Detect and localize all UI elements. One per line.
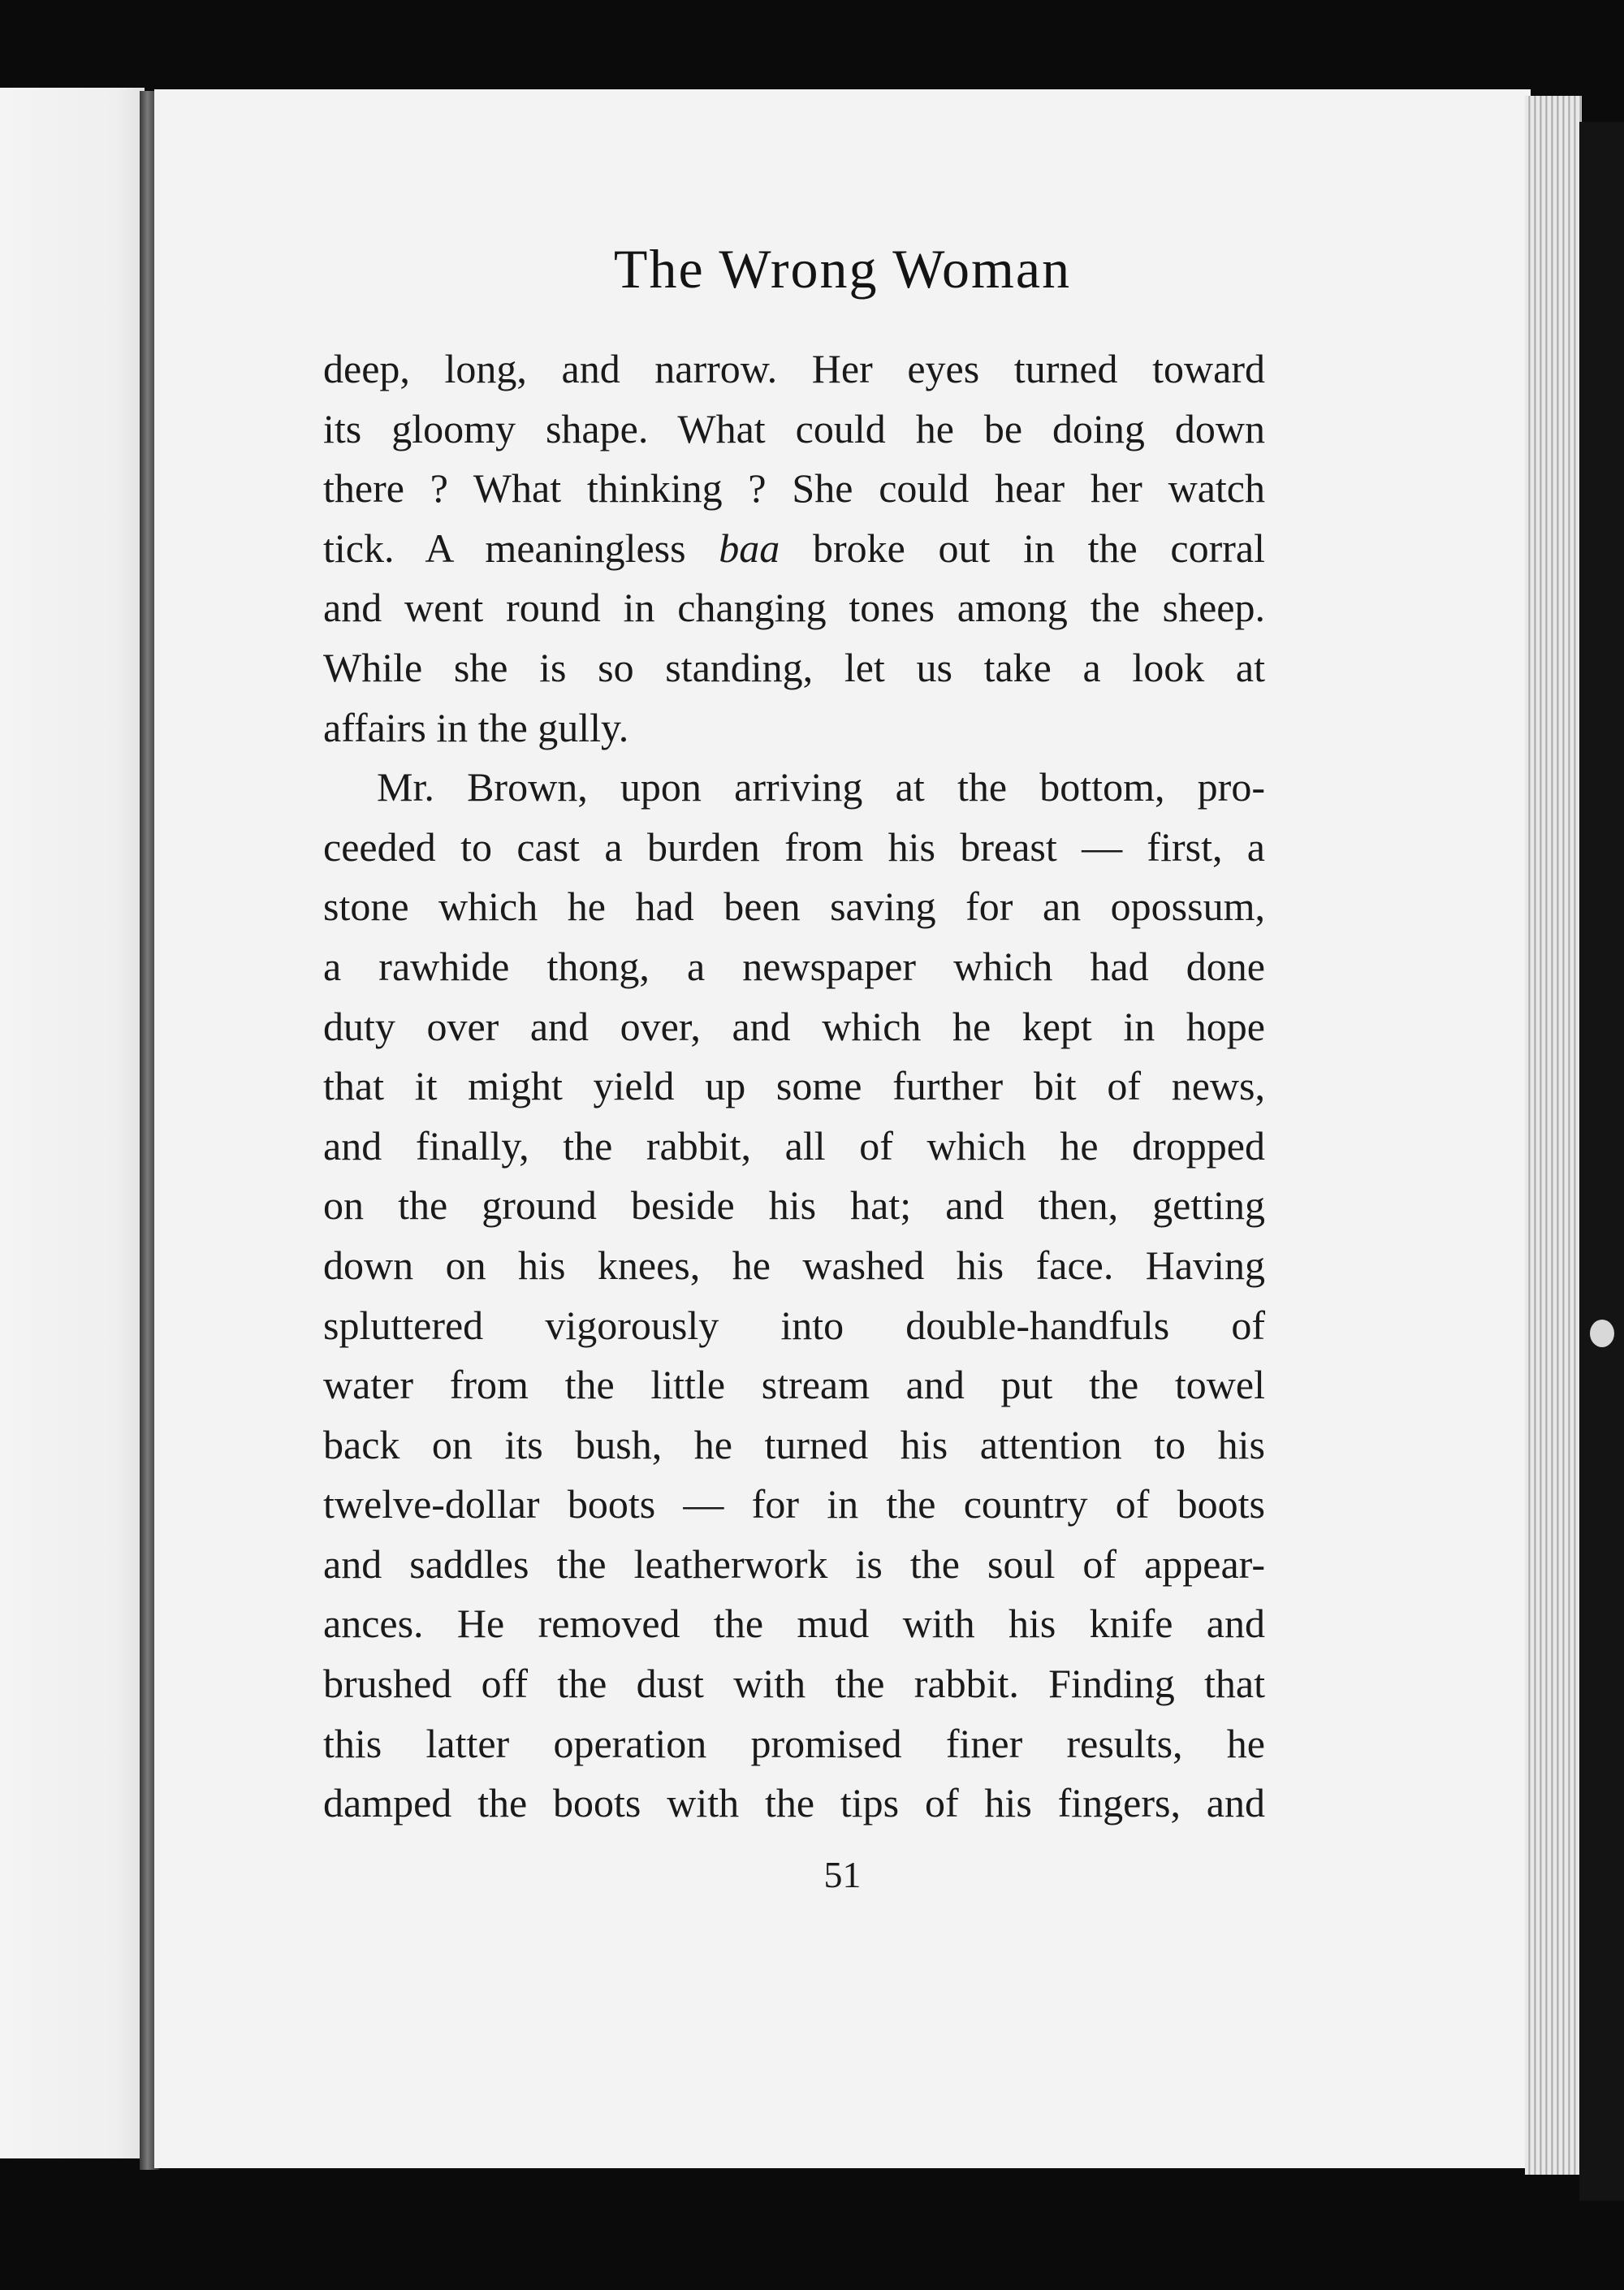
text-line: stone which he had been saving for an opossum, xyxy=(323,884,1265,930)
text-line: that it might yield up some further bit of news, xyxy=(323,1063,1265,1109)
scan-speck xyxy=(1590,1320,1614,1347)
text-line: down on his knees, he washed his face. Having xyxy=(323,1242,1265,1288)
text-line: ceeded to cast a burden from his breast — first, a xyxy=(323,823,1265,870)
text-line: Mr. Brown, upon arriving at the bottom, pro- xyxy=(377,764,1265,810)
text-line: there ? What thinking ? She could hear her watch xyxy=(323,465,1265,512)
text-line: and saddles the leatherwork is the soul of appear- xyxy=(323,1540,1265,1587)
text-line: water from the little stream and put the towel xyxy=(323,1362,1265,1408)
page-number: 51 xyxy=(823,1854,862,1895)
paragraph-2 xyxy=(323,758,1265,1834)
text-line: While she is so standing, let us take a look at xyxy=(323,644,1265,690)
text-line: its gloomy shape. What could he be doing down xyxy=(323,405,1265,452)
text-line: brushed off the dust with the rabbit. Finding that xyxy=(323,1661,1265,1707)
left-page-edge xyxy=(0,88,145,2158)
text-line: and went round in changing tones among the sheep. xyxy=(323,585,1265,631)
text-line: twelve-dollar boots — for in the country of boots xyxy=(323,1481,1265,1527)
text-line: this latter operation promised finer results, he xyxy=(323,1720,1265,1766)
text-line: duty over and over, and which he kept in hope xyxy=(323,1003,1265,1049)
text-line: tick. A meaningless baa broke out in the corral xyxy=(323,525,1266,571)
italic-word: baa xyxy=(719,525,780,571)
text-line: ances. He removed the mud with his knife and xyxy=(323,1601,1265,1647)
text-line: and finally, the rabbit, all of which he dropped xyxy=(323,1122,1265,1169)
text-line: on the ground beside his hat; and then, getting xyxy=(323,1182,1265,1229)
text-line: back on its bush, he turned his attention to his xyxy=(323,1421,1265,1467)
body-text xyxy=(323,339,1265,1834)
text-line: affairs in the gully. xyxy=(323,704,629,750)
text-line: deep, long, and narrow. Her eyes turned toward xyxy=(323,346,1265,391)
paragraph-1 xyxy=(323,339,1265,758)
text-line: a rawhide thong, a newspaper which had done xyxy=(323,943,1265,989)
page-edges xyxy=(1525,96,1582,2175)
text-line: damped the boots with the tips of his fingers, and xyxy=(323,1780,1265,1826)
text-line: spluttered vigorously into double-handfuls of xyxy=(323,1302,1265,1348)
running-head: The Wrong Woman xyxy=(613,238,1072,300)
dark-border xyxy=(1579,122,1624,2201)
